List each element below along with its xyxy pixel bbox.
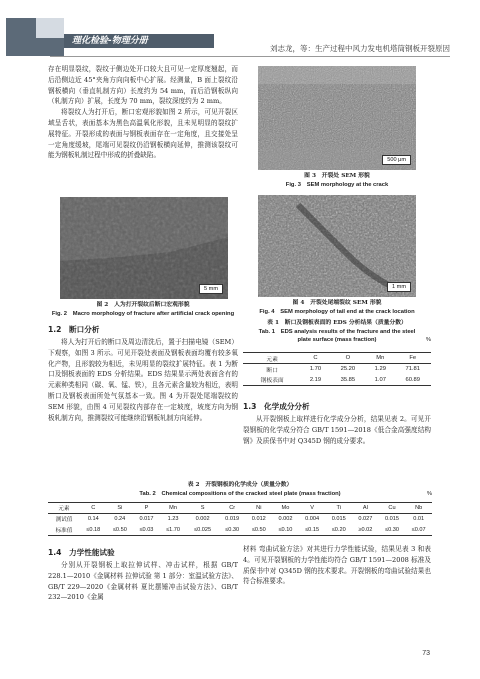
caption-cn: 图 2 人为打开裂纹后断口宏观形貌	[96, 302, 190, 308]
table-cell: 1.70	[309, 366, 322, 373]
table-cell: 0.015	[331, 516, 346, 523]
table-header-cell: 元素	[266, 356, 278, 363]
table-cell: 断口	[266, 367, 278, 374]
table-cell: ≥0.02	[358, 526, 373, 533]
table-cell: ≤0.07	[411, 526, 426, 533]
table-cell: 71.81	[405, 366, 420, 373]
table-header-cell: C	[313, 355, 318, 361]
paragraph: 将人为打开后的断口及周边清洗后，置于扫描电镜（SEM）下观察，如图 3 所示。可见开裂处表面及钢板表面均覆有较多氧化产物，且形貌较为相近，未见明显的裂纹扩展特征。表 1 为断口及钢板表面的 EDS 分析结果。EDS 结果显示两处表面含有的元素种类相同（碳、氧、锰、铁），且各元素含量较为相近，表明断口及钢板表面所处气氛基本一致。图 4 为开裂处尾端裂纹的 SEM 形貌，由图 4 可见裂纹内部存在一定坡度，坡度方向为钢板轧制方向，推测裂纹可能继续沿钢板轧制方向延伸。	[48, 338, 238, 422]
table-cell: 35.85	[340, 376, 356, 383]
table-row	[243, 364, 431, 375]
caption-en: Fig. 2 Macro morphology of fracture after artificial crack opening	[51, 310, 235, 317]
table-header-cell: Mn	[169, 505, 177, 511]
table-cell: 1.07	[374, 376, 386, 383]
table-cell: ≤0.03	[139, 526, 154, 533]
table-header-row	[243, 353, 431, 364]
table-header-cell: Cr	[229, 505, 236, 511]
paragraph: 将裂纹人为打开后，断口宏观形貌如图 2 所示，可见开裂区域呈舌状，表面基本为黑色高温氧化形貌，且未见明显的裂纹扩展特征。开裂形成的表面与钢板表面存在一定角度，且交接处呈一定角度缓坡，尾端可见裂纹仍沿钢板横向延伸，推测该裂纹可能为钢板轧制过程中形成的折叠缺陷。	[48, 108, 238, 160]
table-title-en-line	[48, 490, 432, 499]
page-number: 73	[422, 650, 430, 657]
scale-bar: 5 mm	[199, 284, 223, 294]
table-title-cn: 表 1 断口及钢板表面的 EDS 分析结果（质量分数）	[267, 320, 407, 326]
table-cell: ≤0.025	[194, 526, 212, 533]
table-cell: 0.002	[278, 516, 293, 523]
table-header-cell: P	[144, 505, 149, 511]
table-header-cell: V	[310, 505, 314, 511]
table-header-cell: Fe	[409, 355, 417, 361]
section-1-4	[48, 544, 238, 603]
paragraph: 存在明显裂纹，裂纹于侧边处开口较大且可见一定厚度翘起，而后沿侧边近 45°夹角方向向板中心扩展。经测量，B 面上裂纹沿钢板横向（垂直轧制方向）长度约为 54 mm，而后沿钢板纵向（轧制方向）扩展，长度为 70 mm，裂纹深度约为 2 mm。	[48, 65, 238, 106]
table-title-en-cont: plate surface (mass fraction)	[297, 337, 377, 344]
table-header-cell: Ti	[336, 505, 341, 511]
table-header-row	[48, 503, 432, 514]
table-2	[48, 502, 432, 536]
table-cell: ≤0.30	[385, 526, 399, 533]
table-cell: 2.19	[309, 376, 322, 383]
table-cell: 1.29	[374, 366, 386, 373]
paragraph: 材料 弯曲试验方法》对其进行力学性能试验，结果见表 3 和表 4。可见开裂钢板的力学性能均符合 GB/T 1591—2008 标准及质保书中对 Q345D 钢的技术要求。开裂钢板的弯曲试验结果也符合标准要求。	[243, 545, 431, 586]
table-header-cell: Si	[117, 505, 123, 511]
table-cell: ≤0.50	[112, 526, 127, 533]
figure-2-caption	[48, 301, 238, 318]
table-header-cell: C	[91, 505, 96, 511]
table-header-cell: Al	[362, 505, 368, 511]
table-cell: 0.14	[87, 516, 99, 523]
section-1-2	[48, 321, 238, 423]
scale-bar: 500 μm	[382, 155, 411, 165]
table-header-cell: S	[200, 505, 205, 511]
table-cell: ≤0.15	[305, 526, 320, 533]
table-1	[243, 352, 431, 386]
right-column-bottom-text	[243, 544, 431, 587]
table-cell: ≤0.10	[278, 526, 293, 533]
section-heading: 1.3 化学成分分析	[243, 402, 310, 411]
table-cell: 0.017	[139, 516, 154, 523]
figure-4-image	[258, 195, 416, 297]
caption-en: Fig. 3 SEM morphology at the crack	[285, 181, 389, 188]
table-cell: 标准值	[55, 527, 73, 534]
table-cell: 钢板表面	[260, 378, 284, 385]
table-header-cell: Cu	[388, 505, 396, 511]
journal-logo	[6, 18, 206, 56]
header-rule	[50, 56, 450, 57]
table-cell: 1.23	[167, 516, 179, 523]
table-title-en: Tab. 2 Chemical compositions of the cracked steel plate (mass fraction)	[139, 491, 341, 497]
table-header-cell: 元素	[58, 506, 70, 512]
paragraph: 从开裂钢板上取样进行化学成分分析，结果见表 2。可见开裂钢板的化学成分符合 GB/T 1591—2018《低合金高强度结构钢》及质保书中对 Q345D 钢的成分要求。	[243, 415, 431, 445]
table-cell: 0.027	[358, 516, 373, 523]
caption-cn: 图 3 开裂处 SEM 形貌	[304, 173, 370, 179]
table-cell: ≤1.70	[166, 526, 181, 533]
table-cell: ≤0.18	[86, 526, 101, 533]
figure-3-caption	[243, 172, 431, 189]
table-unit: %	[426, 491, 432, 497]
table-row	[243, 375, 431, 386]
running-head: 刘志龙，等：生产过程中风力发电机塔筒钢板开裂原因	[270, 44, 450, 53]
table-row	[48, 525, 432, 536]
page-header	[0, 0, 480, 62]
table-cell: 60.89	[405, 376, 420, 383]
table-header-cell: Nb	[415, 505, 423, 511]
table-header-cell: Ni	[256, 505, 262, 511]
table-cell: 0.004	[305, 516, 320, 523]
caption-cn: 图 4 开裂处尾端裂纹 SEM 形貌	[292, 300, 382, 306]
section-1-3	[243, 398, 431, 446]
table-header-cell: Mn	[376, 355, 385, 361]
table-row	[48, 514, 432, 525]
table-cell: 测试值	[55, 517, 73, 524]
table-2-title	[48, 481, 432, 499]
table-cell: 25.20	[340, 366, 356, 373]
left-column-text	[48, 64, 238, 161]
paragraph: 分别从开裂钢板上取拉伸试样、冲击试样，根据 GB/T 228.1—2010《金属材料 拉伸试验 第 1 部分：室温试验方法》、GB/T 229—2020《金属材料 夏比摆锤冲击试验方法》、GB/T 232—2010《金属	[48, 561, 238, 602]
table-title-en-line2	[243, 336, 431, 345]
figure-2-image	[60, 197, 228, 299]
figure-4-caption	[243, 299, 431, 316]
table-title-cn: 表 2 开裂钢板的化学成分（质量分数）	[187, 482, 293, 488]
table-cell: 0.012	[251, 516, 266, 523]
table-cell: 0.01	[413, 516, 425, 523]
table-cell: 0.002	[195, 516, 210, 523]
journal-name: 理化检验-物理分册	[72, 36, 148, 46]
table-cell: ≤0.50	[251, 526, 266, 533]
table-title-en: Tab. 1 EDS analysis results of the fracture and the steel	[258, 328, 416, 335]
figure-3-image	[258, 66, 416, 170]
section-heading: 1.4 力学性能试验	[48, 548, 115, 557]
table-header-cell: Mo	[281, 505, 290, 511]
section-heading: 1.2 断口分析	[48, 325, 100, 334]
table-cell: 0.015	[385, 516, 399, 523]
table-1-title	[243, 319, 431, 345]
logo-block	[6, 18, 64, 56]
scale-bar: 1 mm	[387, 282, 411, 292]
table-cell: ≤0.30	[225, 526, 240, 533]
table-cell: 0.019	[225, 516, 240, 523]
table-cell: ≤0.20	[331, 526, 346, 533]
caption-en: Fig. 4 SEM morphology of tail end at the crack location	[259, 308, 415, 315]
table-cell: 0.24	[114, 516, 126, 523]
table-header-cell: O	[345, 355, 351, 361]
table-unit: %	[425, 337, 431, 344]
